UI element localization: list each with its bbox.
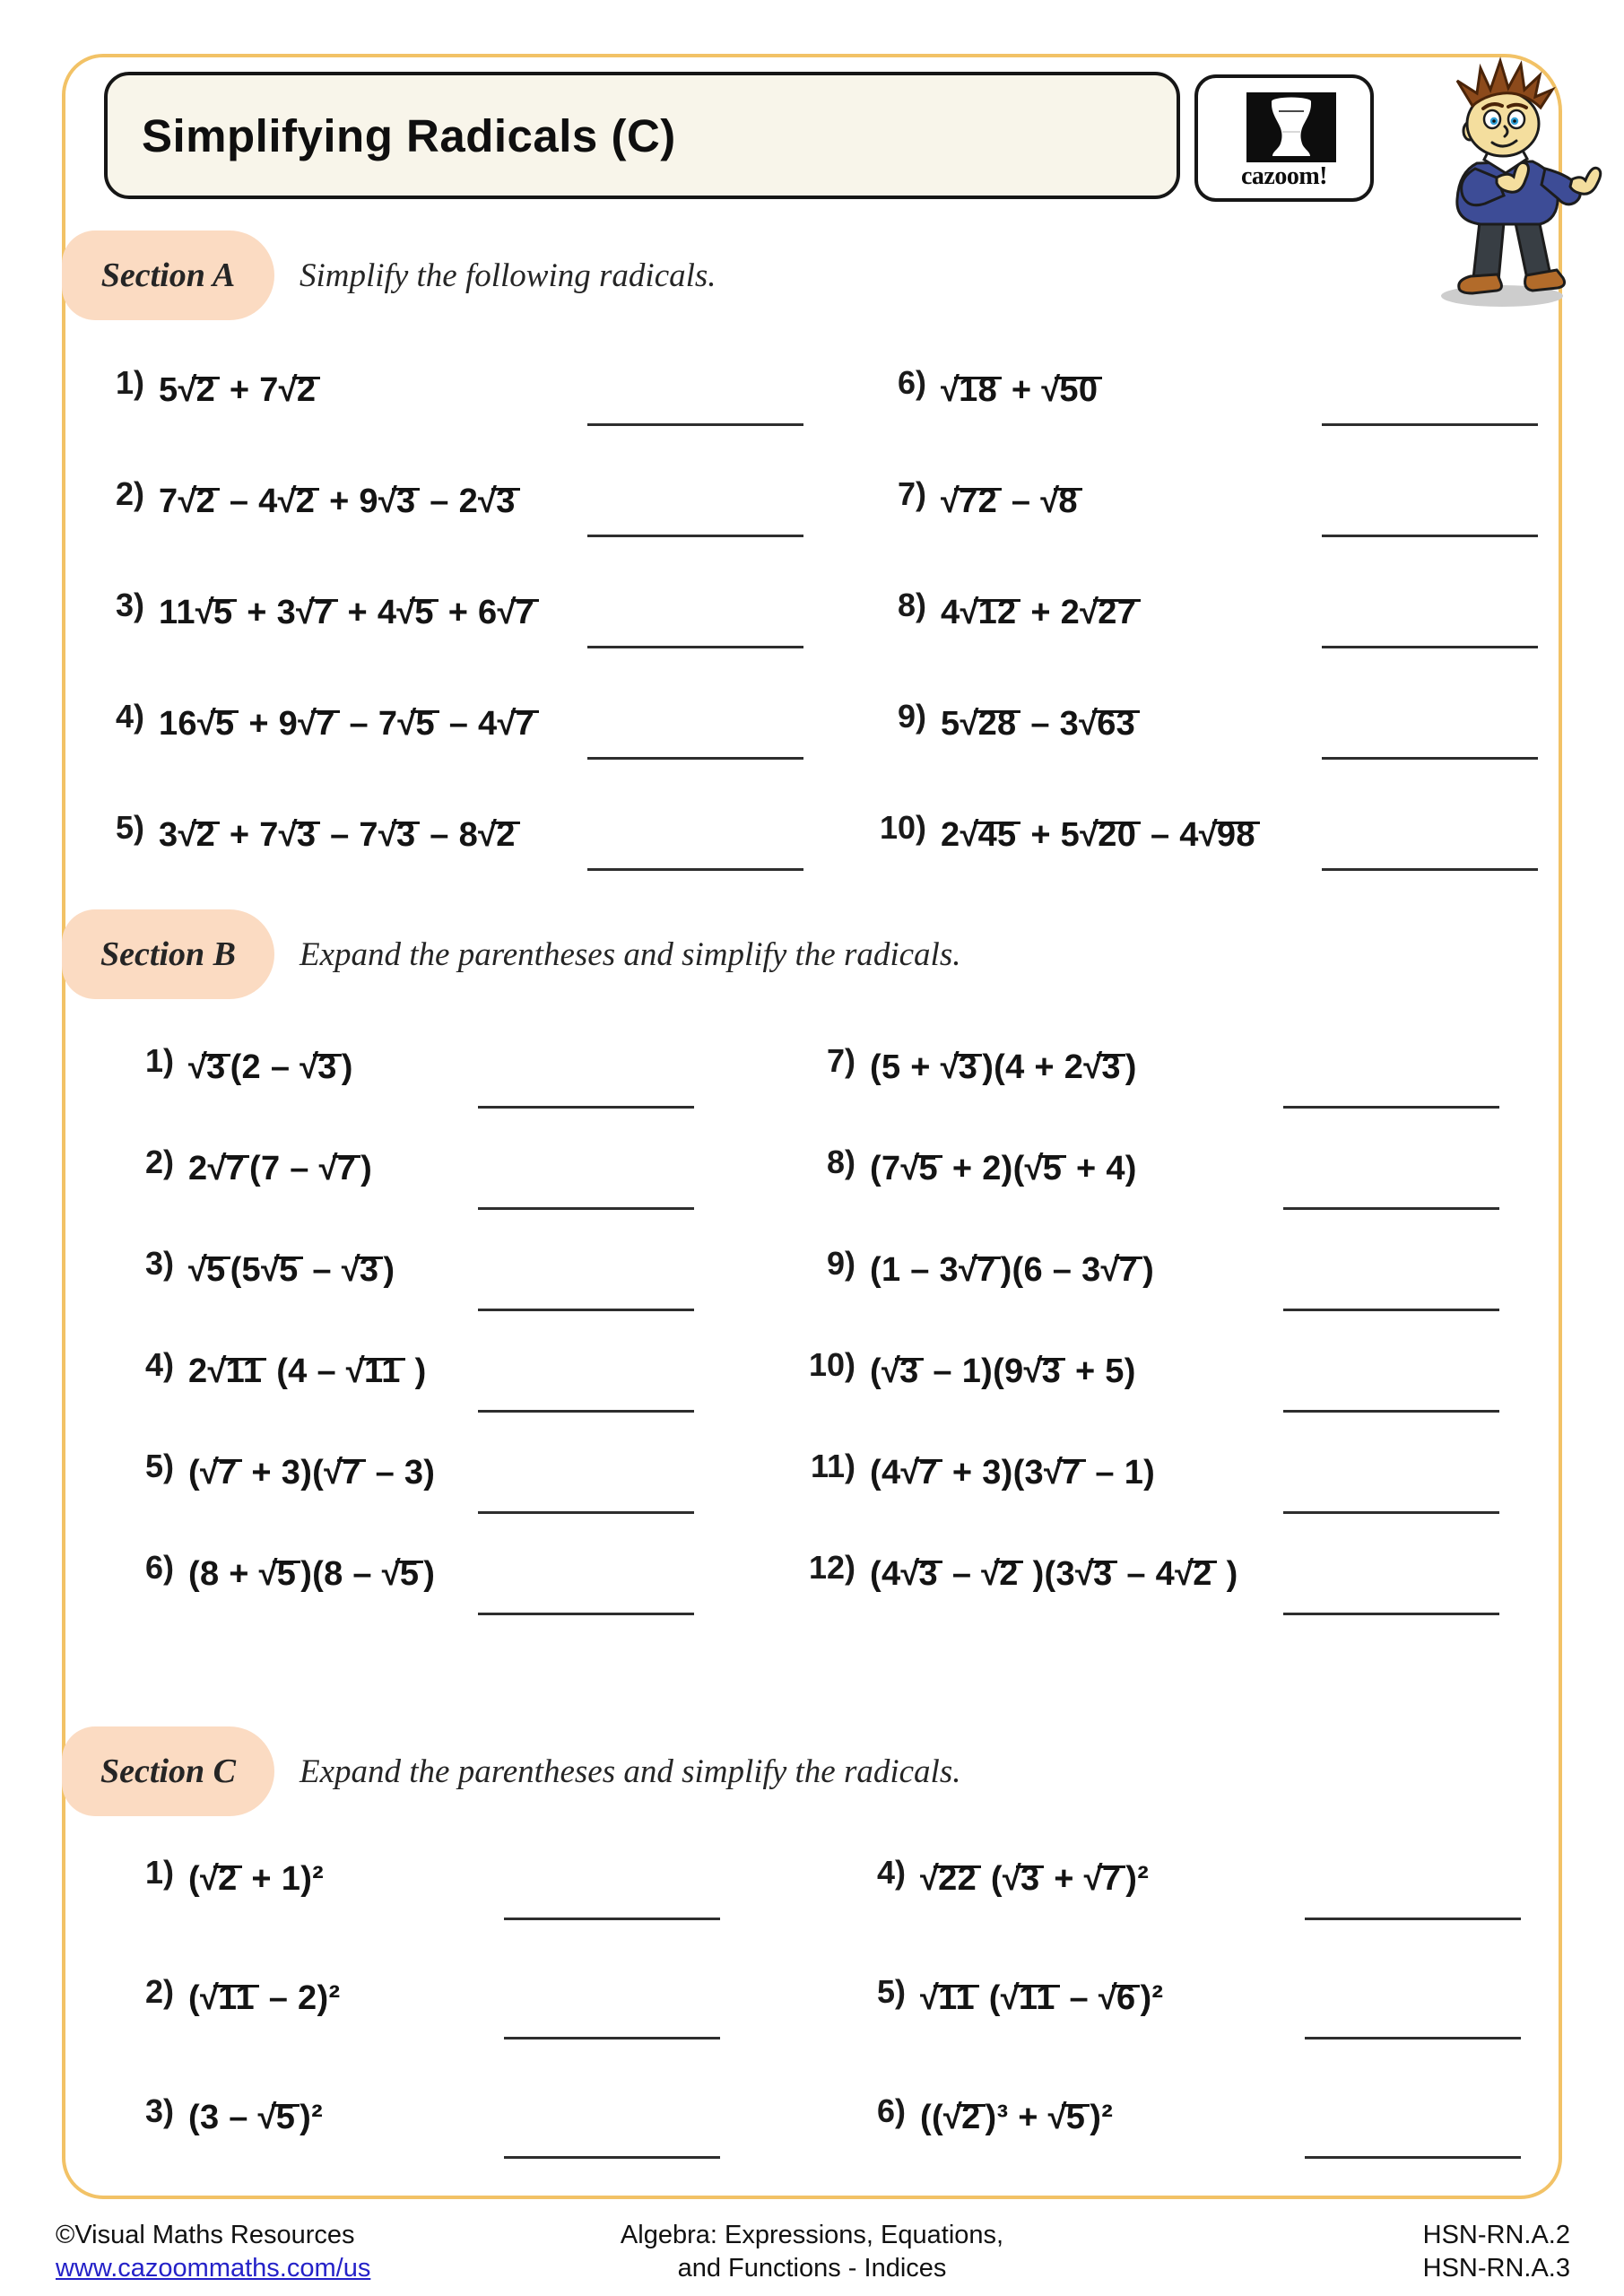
section-b-label: Section B — [100, 935, 236, 973]
problem-row-a2 — [94, 446, 803, 557]
problem-number: 4) — [144, 1345, 174, 1383]
section-a-pill — [62, 230, 274, 320]
problem-number: 2) — [115, 475, 144, 512]
problem-number: 1) — [115, 364, 144, 401]
standard-code-2: HSN-RN.A.3 — [1422, 2254, 1570, 2283]
problem-expression: √22 (√3 + √7 )² — [920, 1860, 1150, 1898]
problem-row-c4 — [855, 1820, 1521, 1939]
answer-line — [504, 2037, 720, 2039]
problem-number: 4) — [876, 1853, 906, 1891]
problem-number: 8) — [897, 587, 926, 623]
answer-line — [1305, 1918, 1521, 1920]
problem-expression: (4√3 – √2 )(3√3 – 4√2 ) — [870, 1555, 1238, 1593]
problem-row-b7 — [805, 1017, 1499, 1118]
answer-line — [1283, 1207, 1499, 1210]
section-b-column-1 — [124, 1017, 694, 1625]
problem-row-a1 — [94, 335, 803, 446]
answer-line — [504, 2156, 720, 2159]
problem-row-b9 — [805, 1220, 1499, 1321]
problem-number: 5) — [144, 1447, 174, 1484]
mascot-boy-illustration — [1402, 56, 1617, 312]
problem-row-a10 — [876, 779, 1538, 891]
topic-line-2: and Functions - Indices — [677, 2254, 947, 2283]
answer-line — [1283, 1613, 1499, 1615]
problem-number: 7) — [897, 475, 926, 512]
answer-line — [478, 1207, 694, 1210]
problem-number: 11) — [810, 1447, 855, 1484]
answer-line — [478, 1613, 694, 1615]
cazoom-logo — [1194, 74, 1374, 202]
problem-expression: (8 + √5 )(8 – √5 ) — [188, 1555, 436, 1593]
problem-number: 2) — [144, 1143, 174, 1180]
djembe-drum-icon — [1246, 92, 1336, 162]
problem-number: 3) — [144, 1244, 174, 1282]
answer-line — [478, 1309, 694, 1311]
problem-row-c1 — [124, 1820, 720, 1939]
problem-number: 5) — [876, 1972, 906, 2010]
section-c-column-2 — [855, 1820, 1521, 2178]
problem-expression: (√11 – 2)² — [188, 1979, 341, 2017]
answer-line — [1322, 535, 1538, 537]
problem-row-b4 — [124, 1321, 694, 1422]
section-a-column-2 — [876, 335, 1538, 891]
problem-number: 8) — [826, 1143, 855, 1180]
answer-line — [478, 1410, 694, 1413]
problem-expression: √18 + √50 — [941, 371, 1102, 410]
problem-row-a7 — [876, 446, 1538, 557]
problem-expression: 7√2 – 4√2 + 9√3 – 2√3 — [159, 483, 520, 521]
answer-line — [1283, 1410, 1499, 1413]
footer-standards-block — [1423, 2219, 1570, 2285]
problem-row-c3 — [124, 2058, 720, 2178]
problem-expression: (5 + √3 )(4 + 2√3 ) — [870, 1048, 1137, 1086]
footer-topic-block — [0, 2219, 1624, 2285]
problem-row-b6 — [124, 1524, 694, 1625]
problem-number: 9) — [897, 698, 926, 735]
problem-number: 7) — [826, 1041, 855, 1079]
problem-expression: 2√11 (4 – √11 ) — [188, 1352, 427, 1390]
problem-number: 9) — [826, 1244, 855, 1282]
problem-number: 4) — [115, 698, 144, 735]
problem-expression: 11√5 + 3√7 + 4√5 + 6√7 — [159, 594, 539, 632]
problem-expression: 3√2 + 7√3 – 7√3 – 8√2 — [159, 816, 520, 855]
problem-row-b10 — [805, 1321, 1499, 1422]
section-a-label: Section A — [100, 257, 236, 294]
answer-line — [1283, 1309, 1499, 1311]
section-b-pill — [62, 909, 274, 999]
problem-row-c5 — [855, 1939, 1521, 2058]
answer-line — [478, 1106, 694, 1109]
answer-line — [1283, 1511, 1499, 1514]
problem-expression: (4√7 + 3)(3√7 – 1) — [870, 1454, 1156, 1492]
answer-line — [587, 868, 803, 871]
title-box — [104, 72, 1180, 199]
answer-line — [1322, 423, 1538, 426]
problem-expression: 4√12 + 2√27 — [941, 594, 1141, 632]
problem-row-c6 — [855, 2058, 1521, 2178]
problem-expression: √3 (2 – √3 ) — [188, 1048, 353, 1086]
problem-expression: 5√2 + 7√2 — [159, 371, 320, 410]
problem-expression: 5√28 – 3√63 — [941, 705, 1140, 744]
answer-line — [587, 423, 803, 426]
problem-expression: 2√45 + 5√20 – 4√98 — [941, 816, 1260, 855]
problem-number: 10) — [879, 809, 926, 846]
problem-number: 1) — [144, 1041, 174, 1079]
problem-number: 3) — [115, 587, 144, 623]
problem-row-a4 — [94, 668, 803, 779]
answer-line — [1283, 1106, 1499, 1109]
problem-number: 6) — [897, 364, 926, 401]
problem-number: 5) — [115, 809, 144, 846]
problem-row-c2 — [124, 1939, 720, 2058]
problem-expression: (√3 – 1)(9√3 + 5) — [870, 1352, 1136, 1390]
problem-number: 6) — [876, 2092, 906, 2129]
problem-expression: 16√5 + 9√7 – 7√5 – 4√7 — [159, 705, 539, 744]
problem-number: 1) — [144, 1853, 174, 1891]
answer-line — [1322, 868, 1538, 871]
section-a-column-1 — [94, 335, 803, 891]
problem-expression: 2√7 (7 – √7 ) — [188, 1150, 373, 1187]
problem-expression: (√7 + 3)(√7 – 3) — [188, 1454, 436, 1492]
cazoom-brand-text: cazoom! — [1240, 162, 1327, 190]
problem-number: 12) — [808, 1548, 855, 1586]
copyright-text: ©Visual Maths Resources — [56, 2221, 355, 2249]
problem-row-b8 — [805, 1118, 1499, 1220]
problem-row-b12 — [805, 1524, 1499, 1625]
problem-expression: (7√5 + 2)(√5 + 4) — [870, 1150, 1137, 1187]
page-title: Simplifying Radicals (C) — [142, 109, 676, 161]
problem-number: 2) — [144, 1972, 174, 2010]
problem-row-a6 — [876, 335, 1538, 446]
answer-line — [587, 646, 803, 648]
problem-expression: √11 (√11 – √6 )² — [920, 1979, 1164, 2017]
section-c-column-1 — [124, 1820, 720, 2178]
answer-line — [478, 1511, 694, 1514]
problem-row-a9 — [876, 668, 1538, 779]
problem-row-b5 — [124, 1422, 694, 1524]
answer-line — [1305, 2156, 1521, 2159]
section-c-label: Section C — [100, 1752, 236, 1790]
answer-line — [587, 757, 803, 760]
problem-row-b11 — [805, 1422, 1499, 1524]
standard-code-1: HSN-RN.A.2 — [1422, 2221, 1570, 2249]
problem-expression: √5 (5√5 – √3 ) — [188, 1251, 395, 1289]
problem-expression: ((√2 )³ + √5 )² — [920, 2099, 1114, 2136]
problem-expression: (√2 + 1)² — [188, 1860, 325, 1898]
cazoom-website-link[interactable]: www.cazoommaths.com/us — [56, 2254, 371, 2283]
problem-number: 6) — [144, 1548, 174, 1586]
section-a-instruction: Simplify the following radicals. — [300, 257, 716, 294]
problem-row-a3 — [94, 557, 803, 668]
problem-row-b3 — [124, 1220, 694, 1321]
section-b-column-2 — [805, 1017, 1499, 1625]
problem-number: 3) — [144, 2092, 174, 2129]
problem-row-a8 — [876, 557, 1538, 668]
section-c-pill — [62, 1726, 274, 1816]
problem-row-b1 — [124, 1017, 694, 1118]
answer-line — [1322, 646, 1538, 648]
problem-expression: (3 – √5 )² — [188, 2099, 324, 2136]
problem-number: 10) — [808, 1345, 855, 1383]
section-c-instruction: Expand the parentheses and simplify the radicals. — [300, 1752, 961, 1790]
section-b-instruction: Expand the parentheses and simplify the radicals. — [300, 935, 961, 973]
answer-line — [1322, 757, 1538, 760]
problem-expression: √72 – √8 — [941, 483, 1082, 521]
answer-line — [1305, 2037, 1521, 2039]
topic-line-1: Algebra: Expressions, Equations, — [620, 2221, 1004, 2249]
answer-line — [587, 535, 803, 537]
problem-expression: (1 – 3√7 )(6 – 3√7 ) — [870, 1251, 1155, 1289]
problem-row-b2 — [124, 1118, 694, 1220]
answer-line — [504, 1918, 720, 1920]
problem-row-a5 — [94, 779, 803, 891]
